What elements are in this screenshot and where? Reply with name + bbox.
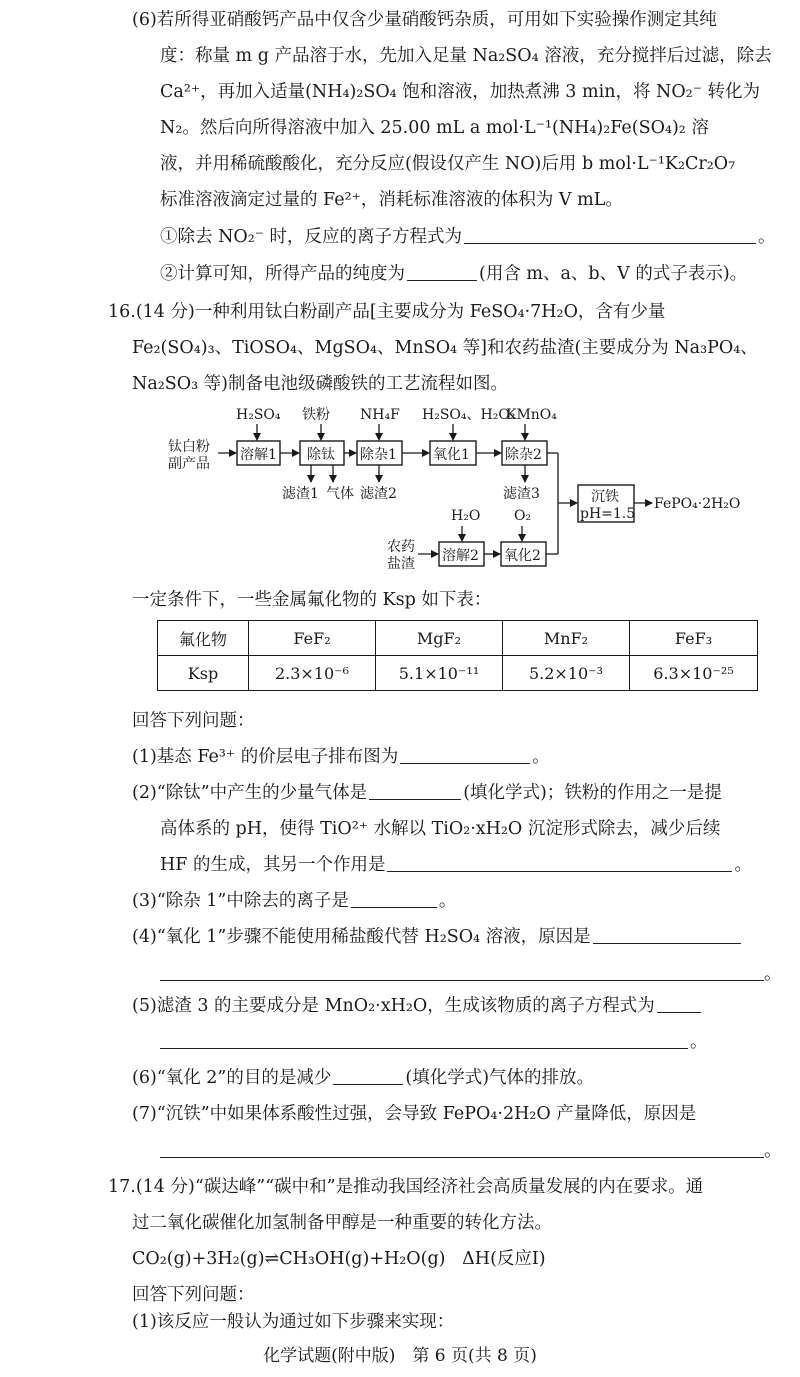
table-intro: 一定条件下，一些金属氟化物的 Ksp 如下表： (132, 590, 492, 610)
q16-part4-text: (4)“氧化 1”步骤不能使用稀盐酸代替 H₂SO₄ 溶液，原因是 (132, 927, 591, 947)
answer-line[interactable] (160, 1157, 764, 1158)
q16-part5-end: 。 (690, 1032, 708, 1052)
reagent-h2so4-h2o2: H₂SO₄、H₂O₂ (422, 407, 516, 423)
answer-blank[interactable] (369, 798, 461, 800)
q16-part1-end: 。 (532, 747, 550, 767)
table-cell: 5.2×10⁻³ (503, 656, 630, 691)
table-header-cell: FeF₂ (249, 621, 376, 656)
q16-part2-line1 (132, 781, 722, 805)
q15-6-line3: Ca²⁺，再加入适量(NH₄)₂SO₄ 饱和溶液，加热煮沸 3 min，将 NO₂⁻ 转化为 (160, 82, 761, 102)
q15-6-sub2-tail: (用含 m、a、b、V 的式子表示)。 (479, 264, 748, 284)
q16-part6-text: (6)“氧化 2”的目的是减少 (132, 1068, 332, 1088)
table-cell: 2.3×10⁻⁶ (249, 656, 376, 691)
output-gas: 气体 (326, 486, 354, 502)
feed-1-line1: 钛白粉 (168, 439, 210, 455)
output-residue-2: 滤渣2 (360, 486, 397, 502)
page-footer: 化学试题(附中版) 第 6 页(共 8 页) (263, 1346, 537, 1366)
q15-6-sub1-text: ①除去 NO₂⁻ 时，反应的离子方程式为 (160, 227, 463, 247)
step-impurity-1: 除杂1 (360, 447, 397, 463)
process-flow-diagram (0, 0, 800, 600)
table-cell: Ksp (158, 656, 249, 691)
q16-line3: Na₂SO₃ 等)制备电池级磷酸铁的工艺流程如图。 (132, 374, 509, 394)
answer-blank[interactable] (351, 906, 437, 908)
feed-2-line2: 盐渣 (387, 556, 415, 572)
q16-part4-end: 。 (764, 964, 782, 984)
q15-6-sub2-text: ②计算可知，所得产品的纯度为 (160, 264, 405, 284)
q16-part2-text: (2)“除钛”中产生的少量气体是 (132, 783, 368, 803)
answer-line[interactable] (160, 1048, 688, 1049)
reagent-h2so4: H₂SO₄ (236, 407, 281, 423)
output-residue-1: 滤渣1 (282, 486, 319, 502)
q16-answer-heading: 回答下列问题： (132, 711, 255, 731)
q16-part7: (7)“沉铁”中如果体系酸性过强，会导致 FePO₄·2H₂O 产量降低，原因是 (132, 1104, 697, 1124)
q16-part5-text: (5)滤渣 3 的主要成分是 MnO₂·xH₂O，生成该物质的离子方程式为 (132, 996, 655, 1016)
product-fepo4: FePO₄·2H₂O (654, 496, 741, 512)
answer-blank[interactable] (657, 1011, 701, 1013)
step-precipitate-fe: 沉铁 (591, 489, 619, 505)
answer-blank[interactable] (593, 942, 741, 944)
table-header-cell: 氟化物 (158, 621, 249, 656)
q16-part7-end: 。 (764, 1141, 782, 1161)
feed-1-line2: 副产品 (168, 456, 210, 472)
q16-part6-tail: (填化学式)气体的排放。 (405, 1068, 595, 1088)
step-oxidize-1: 氧化1 (433, 447, 470, 463)
q16-line1: 16.(14 分)一种利用钛白粉副产品[主要成分为 FeSO₄·7H₂O，含有少量 (108, 302, 666, 322)
q17-answer-heading: 回答下列问题： (132, 1285, 255, 1305)
q16-part3-end: 。 (438, 891, 457, 911)
table-header-cell: MgF₂ (376, 621, 503, 656)
q17-part1: (1)该反应一般认为通过如下步骤来实现： (132, 1312, 455, 1332)
reagent-o2: O₂ (514, 508, 532, 524)
reagent-iron-powder: 铁粉 (302, 407, 330, 423)
q15-6-sub1-end: 。 (758, 227, 776, 247)
output-residue-3: 滤渣3 (503, 486, 540, 502)
q15-6-line6: 标准溶液滴定过量的 Fe²⁺，消耗标准溶液的体积为 V mL。 (160, 190, 623, 210)
q15-6-line4: N₂。然后向所得溶液中加入 25.00 mL a mol·L⁻¹(NH₄)₂Fe(SO₄)₂ 溶 (160, 118, 709, 138)
q16-part1-text: (1)基态 Fe³⁺ 的价层电子排布图为 (132, 747, 399, 767)
step-impurity-2: 除杂2 (505, 447, 542, 463)
feed-2-line1: 农药 (387, 539, 415, 555)
step-oxidize-2: 氧化2 (504, 548, 541, 564)
q16-part2-line3 (160, 853, 752, 877)
step-precipitate-ph: pH=1.5 (580, 506, 636, 522)
table-row (158, 656, 758, 691)
answer-blank[interactable] (400, 762, 530, 764)
table-cell: 5.1×10⁻¹¹ (376, 656, 503, 691)
reagent-nh4f: NH₄F (360, 407, 400, 423)
q15-6-line5: 液，并用稀硫酸酸化，充分反应(假设仅产生 NO)后用 b mol·L⁻¹K₂Cr₂O₇ (160, 154, 736, 174)
table-header-cell: FeF₃ (630, 621, 758, 656)
ksp-table (157, 620, 758, 691)
step-remove-ti: 除钛 (307, 447, 335, 463)
q16-part2-line2: 高体系的 pH，使得 TiO²⁺ 水解以 TiO₂·xH₂O 沉淀形式除去，减少后续 (160, 819, 721, 839)
q17-line2: 过二氧化碳催化加氢制备甲醇是一种重要的转化方法。 (132, 1213, 552, 1233)
q16-part2-end: 。 (734, 855, 752, 875)
q16-part5 (132, 994, 703, 1018)
answer-line[interactable] (160, 980, 764, 981)
table-cell: 6.3×10⁻²⁵ (630, 656, 758, 691)
q17-line1: 17.(14 分)“碳达峰”“碳中和”是推动我国经济社会高质量发展的内在要求。通 (108, 1177, 704, 1197)
q16-part3 (132, 889, 456, 913)
q16-part4 (132, 925, 743, 949)
answer-blank[interactable] (333, 1083, 403, 1085)
q17-equation: CO₂(g)+3H₂(g)⇌CH₃OH(g)+H₂O(g) ΔH(反应Ⅰ) (132, 1249, 546, 1269)
q16-line2: Fe₂(SO₄)₃、TiOSO₄、MgSO₄、MnSO₄ 等]和农药盐渣(主要成分为 Na₃PO₄、 (132, 338, 758, 358)
q15-6-line1: (6)若所得亚硝酸钙产品中仅含少量硝酸钙杂质，可用如下实验操作测定其纯 (132, 10, 717, 30)
reagent-h2o: H₂O (451, 508, 481, 524)
table-header-cell: MnF₂ (503, 621, 630, 656)
step-dissolve-2: 溶解2 (442, 548, 479, 564)
q15-6-line2: 度：称量 m g 产品溶于水，先加入足量 Na₂SO₄ 溶液，充分搅拌后过滤，除去 (160, 46, 772, 66)
answer-blank[interactable] (387, 870, 732, 872)
reagent-kmno4: KMnO₄ (506, 407, 557, 423)
q16-part6 (132, 1066, 594, 1090)
q16-part3-text: (3)“除杂 1”中除去的离子是 (132, 891, 349, 911)
step-dissolve-1: 溶解1 (240, 447, 277, 463)
q16-part2-tail: (填化学式)；铁粉的作用之一是提 (463, 783, 722, 803)
q16-part2-text3: HF 的生成，其另一个作用是 (160, 855, 386, 875)
q16-part1 (132, 745, 550, 769)
table-row (158, 621, 758, 656)
